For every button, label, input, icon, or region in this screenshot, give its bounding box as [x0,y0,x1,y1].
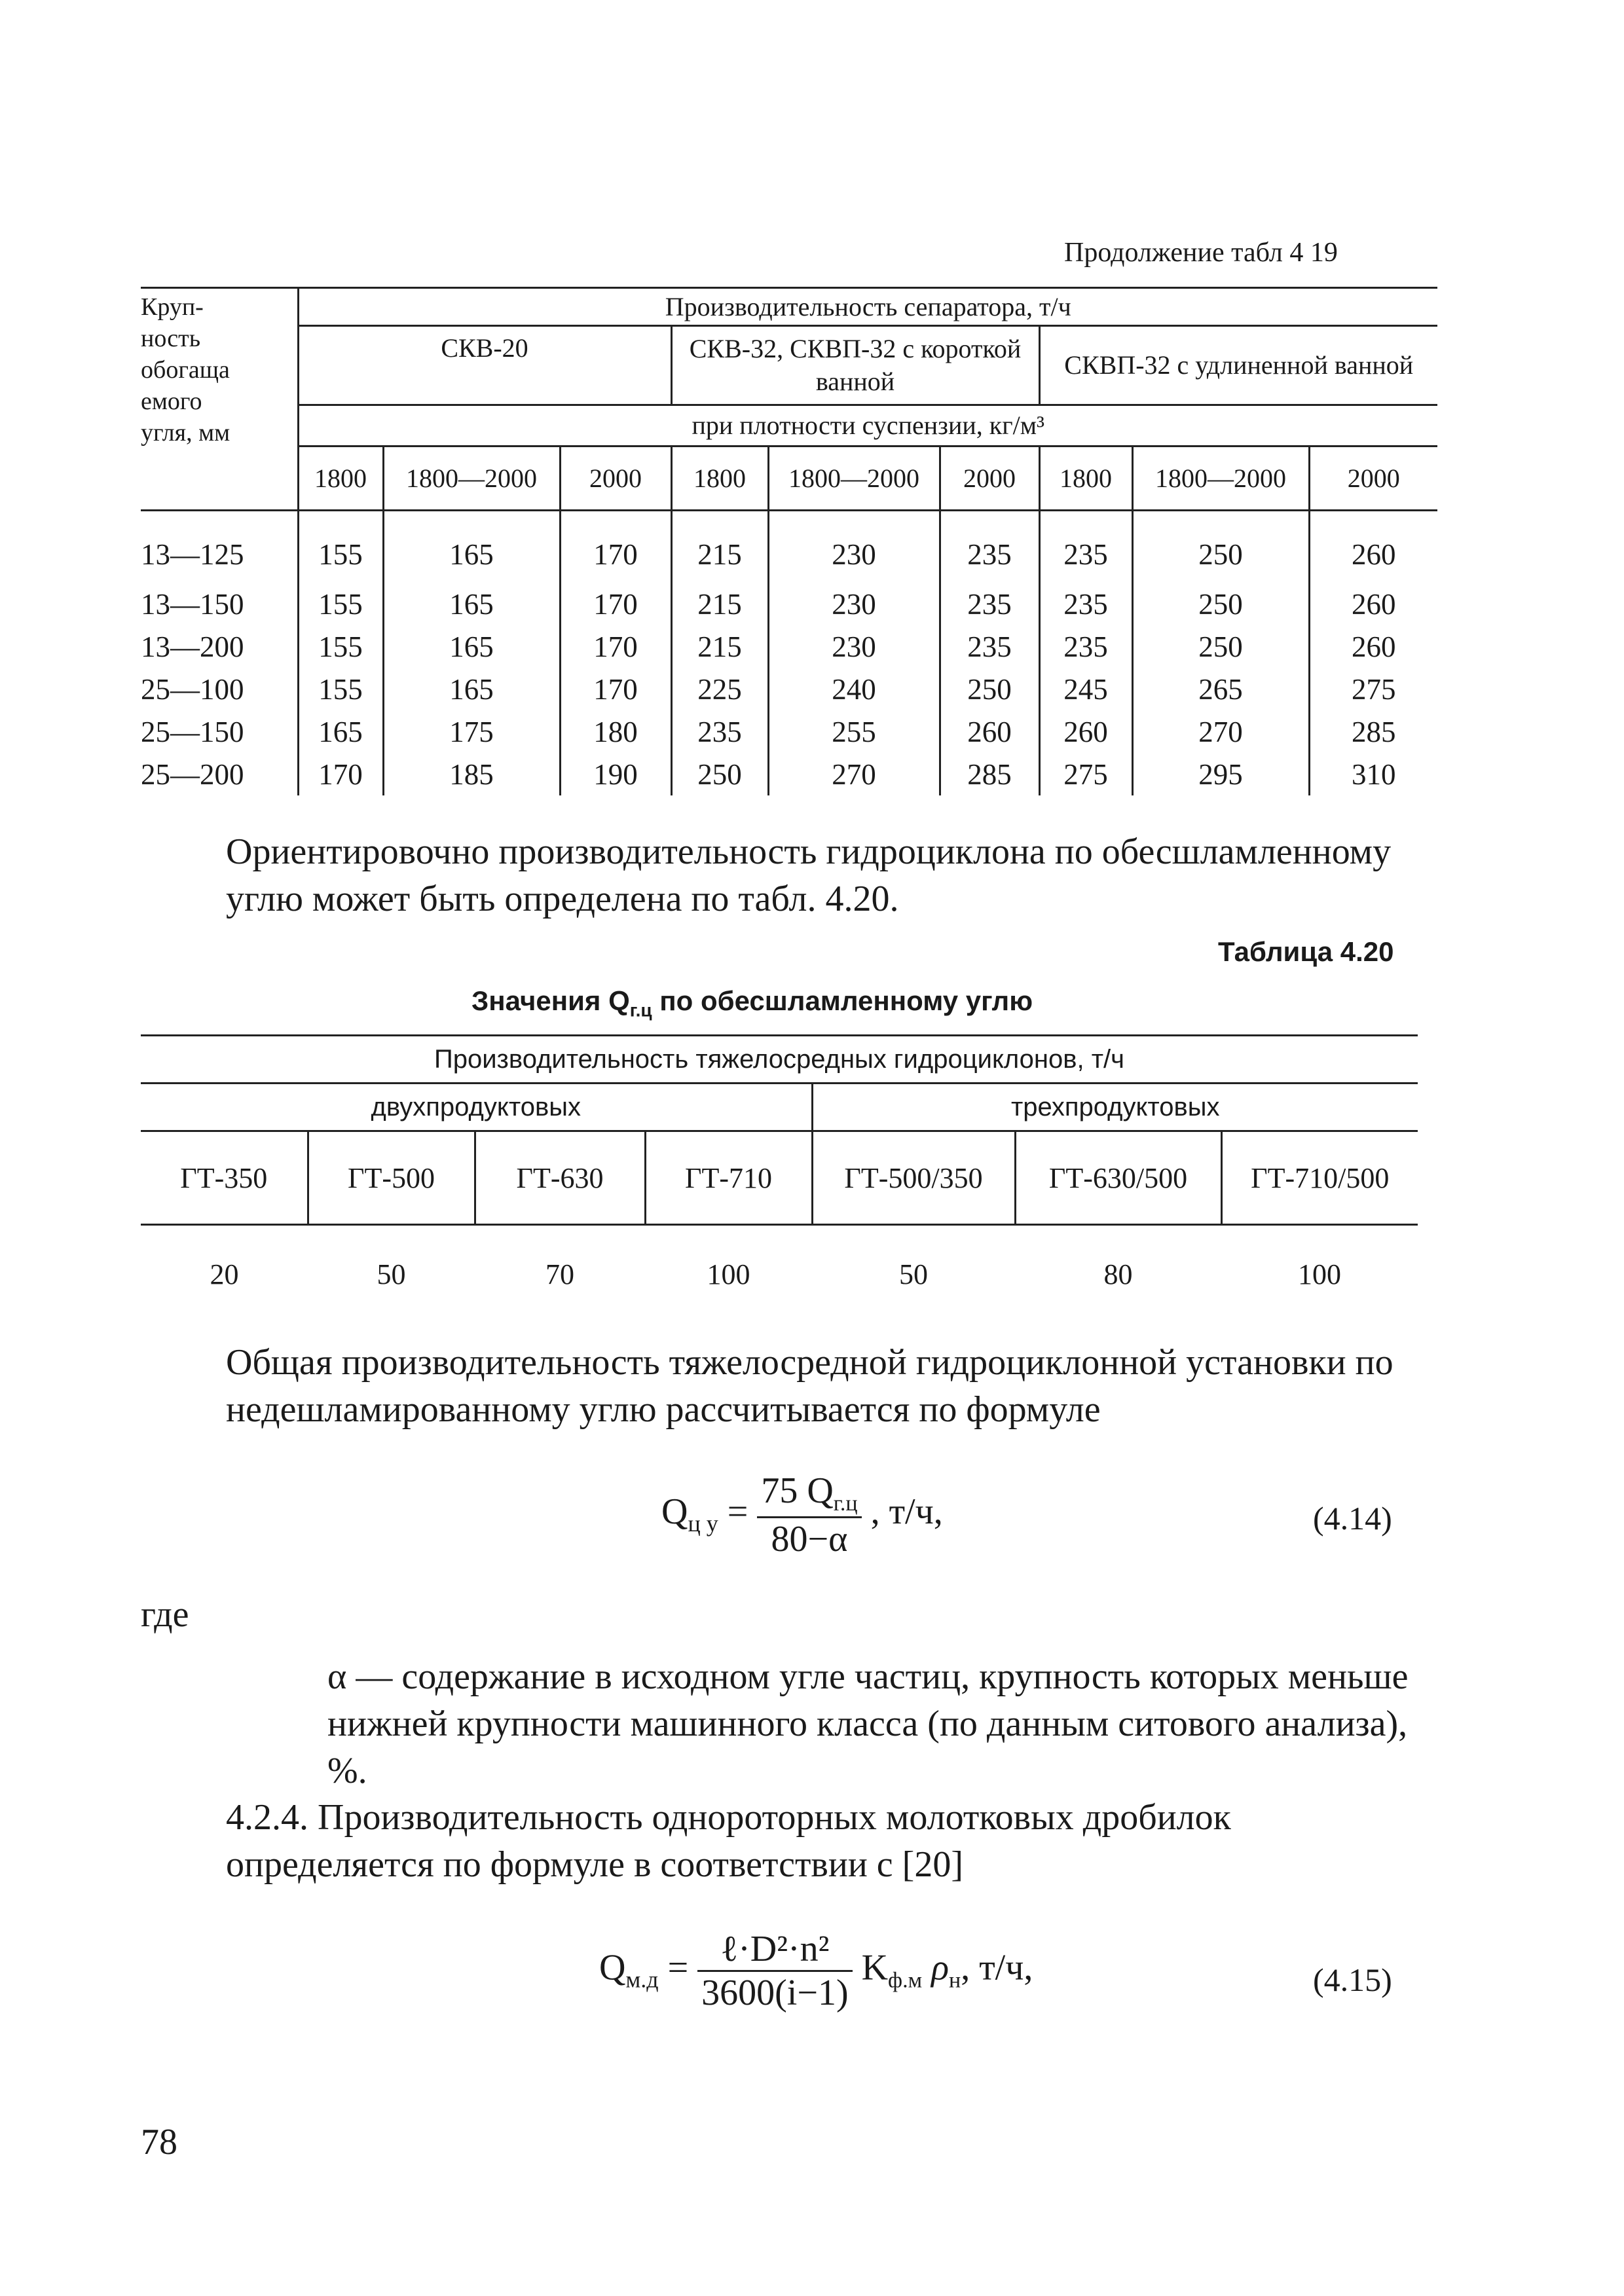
equation-number-4-14: (4.14) [1313,1500,1392,1537]
density-header: при плотности суспензии, кг/м³ [298,405,1437,446]
capacity-value: 180 [560,710,671,753]
hydrocyclone-value: 50 [899,1258,928,1290]
table-row [141,668,1437,710]
capacity-value: 155 [298,625,383,668]
capacity-value: 250 [940,668,1039,710]
density-col: 2000 [940,446,1039,511]
capacity-value: 235 [1039,625,1132,668]
capacity-value: 230 [768,583,940,625]
where-label: где [141,1594,189,1635]
capacity-value: 155 [298,583,383,625]
table-row [141,625,1437,668]
capacity-value: 215 [671,583,768,625]
hydrocyclone-col: ГТ-630/500 [1015,1131,1221,1225]
hydrocyclone-value: 70 [545,1258,574,1290]
hydrocyclone-col: ГТ-500 [308,1131,475,1225]
capacity-value: 270 [768,753,940,795]
table-row [141,511,1437,583]
capacity-value: 170 [298,753,383,795]
capacity-value: 250 [671,753,768,795]
density-col: 1800—2000 [1132,446,1309,511]
capacity-value: 235 [940,511,1039,583]
capacity-value: 250 [1132,583,1309,625]
capacity-value: 170 [560,625,671,668]
table-4-20-number: Таблица 4.20 [1218,936,1394,967]
table-4-20 [141,1034,1418,1291]
density-col: 2000 [560,446,671,511]
capacity-value: 260 [1039,710,1132,753]
capacity-value: 165 [298,710,383,753]
density-col: 1800 [1039,446,1132,511]
density-col: 1800 [298,446,383,511]
capacity-value: 275 [1352,672,1396,706]
formula-4-15: $Q_{м.д}$ = $\frac{\text{ℓ·D²·n²}}{3600(i-1)}$ $K_{ф.м}$ $\rho_н$, т/ч, [599,1929,1033,2013]
capacity-value: 170 [560,511,671,583]
size-class: 25—100 [141,672,244,706]
capacity-value: 155 [298,511,383,583]
paragraph-3: 4.2.4. Производительность однороторных молотковых дробилок определяется по формуле в соответствии с [20] [226,1797,1231,1885]
hydrocyclone-value: 100 [707,1258,750,1290]
density-col: 1800—2000 [768,446,940,511]
capacity-value: 260 [1309,511,1437,583]
capacity-value: 235 [940,625,1039,668]
group-skvp32-long: СКВП-32 с удлиненной ванной [1039,326,1437,405]
density-col: 2000 [1309,446,1437,511]
capacity-value: 285 [940,753,1039,795]
density-col: 1800 [671,446,768,511]
page-number: 78 [141,2122,177,2162]
table-4-19 [141,287,1437,795]
capacity-value: 235 [940,583,1039,625]
capacity-value: 260 [1352,630,1396,663]
capacity-value: 265 [1132,668,1309,710]
paragraph-1: Ориентировочно производительность гидроциклона по обесшламленному углю может быть определена по табл. 4.20. [226,831,1392,919]
table-row [141,753,1437,795]
size-class: 13—125 [141,511,298,583]
hydrocyclone-value: 50 [377,1258,406,1290]
capacity-value: 225 [671,668,768,710]
paragraph-2: Общая производительность тяжелосредной гидроциклонной установки по недешламированному углю рассчитывается по формуле [226,1342,1393,1430]
capacity-value: 250 [1132,625,1309,668]
capacity-value: 245 [1039,668,1132,710]
capacity-value: 165 [383,511,560,583]
hydrocyclone-col: ГТ-500/350 [812,1131,1015,1225]
size-class: 13—200 [141,630,244,663]
group-two-product: двухпродуктовых [141,1084,812,1131]
group-skv20: СКВ-20 [298,326,671,405]
capacity-value: 155 [298,668,383,710]
group-skv32-short: СКВ-32, СКВП-32 с короткой ванной [671,326,1039,405]
capacity-value: 190 [560,753,671,795]
hydrocyclone-value: 100 [1298,1258,1341,1290]
table-continuation-note: Продолжение табл 4 19 [1064,238,1338,268]
hydrocyclone-col: ГТ-350 [141,1131,308,1225]
capacity-value: 215 [671,625,768,668]
capacity-value: 170 [560,668,671,710]
table-4-20-caption: Значения $Q_{г.ц}$ по обесшламленному углю [471,985,1033,1021]
capacity-value: 230 [768,625,940,668]
capacity-value: 260 [1352,587,1396,621]
capacity-value: 310 [1352,757,1396,791]
capacity-value: 255 [768,710,940,753]
alpha-definition: α — содержание в исходном угле частиц, крупность которых меньше нижней крупности машинного класса (по данным ситового анализа), %. [327,1656,1409,1791]
capacity-value: 165 [383,668,560,710]
density-col: 1800—2000 [383,446,560,511]
capacity-value: 275 [1039,753,1132,795]
capacity-value: 235 [671,710,768,753]
hydrocyclone-col: ГТ-710 [645,1131,812,1225]
capacity-value: 270 [1132,710,1309,753]
table-row [141,583,1437,625]
capacity-value: 260 [940,710,1039,753]
size-class: 25—150 [141,715,244,748]
hydrocyclone-value: 80 [1103,1258,1133,1290]
equation-number-4-15: (4.15) [1313,1961,1392,1998]
size-column-header: Круп- ность обогаща емого угля, мм [141,288,298,511]
table-4-20-header: Производительность тяжелосредных гидроциклонов, т/ч [141,1036,1418,1084]
capacity-value: 185 [383,753,560,795]
separator-capacity-header: Производительность сепаратора, т/ч [298,288,1437,326]
size-class: 25—200 [141,757,244,791]
capacity-value: 235 [1039,583,1132,625]
capacity-value: 295 [1132,753,1309,795]
capacity-value: 175 [383,710,560,753]
capacity-value: 165 [383,625,560,668]
formula-4-14: $Q_{ц у}$ = $\frac{75 Q_{г.ц}}{80-\alpha}$ , т/ч, [661,1470,943,1560]
capacity-value: 240 [768,668,940,710]
size-class: 13—150 [141,587,244,621]
table-row [141,710,1437,753]
capacity-value: 215 [671,511,768,583]
group-three-product: трехпродуктовых [812,1084,1418,1131]
capacity-value: 285 [1352,715,1396,748]
capacity-value: 170 [560,583,671,625]
hydrocyclone-col: ГТ-630 [475,1131,645,1225]
hydrocyclone-col: ГТ-710/500 [1221,1131,1418,1225]
capacity-value: 235 [1039,511,1132,583]
hydrocyclone-value: 20 [210,1258,239,1290]
capacity-value: 165 [383,583,560,625]
capacity-value: 250 [1132,511,1309,583]
capacity-value: 230 [768,511,940,583]
